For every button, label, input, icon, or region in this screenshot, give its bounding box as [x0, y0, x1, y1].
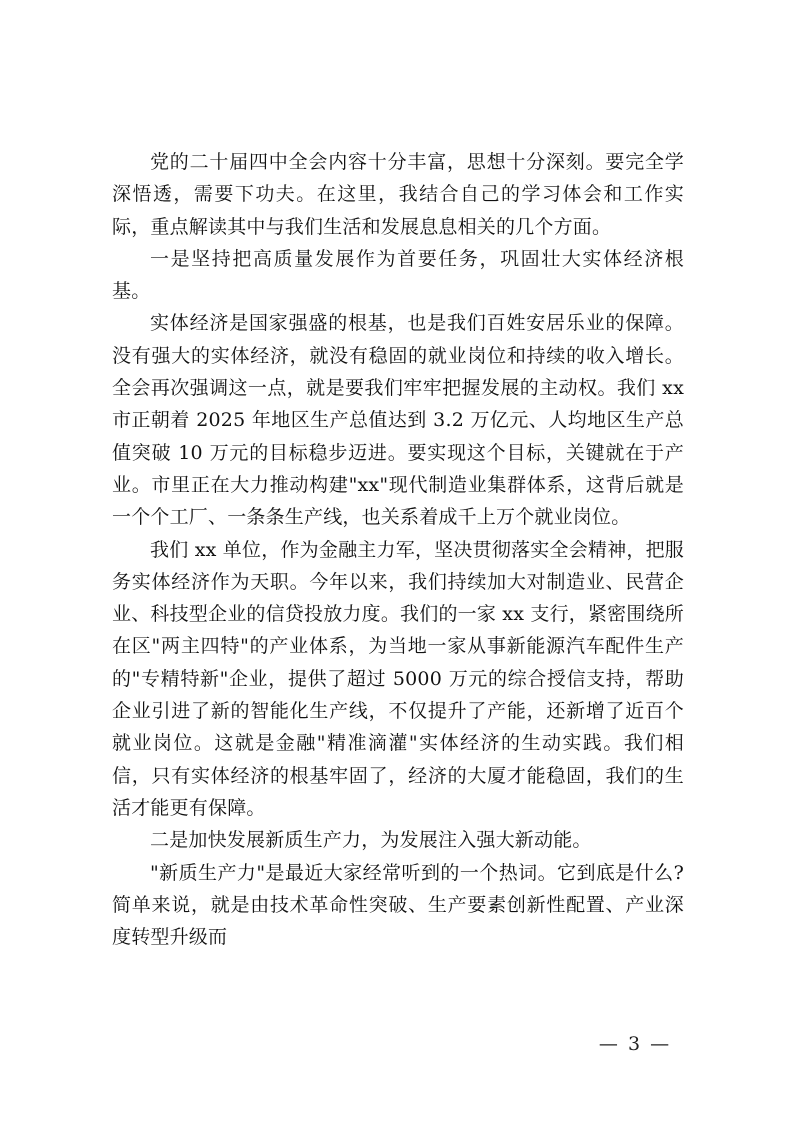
document-body	[112, 146, 684, 953]
page-number: — 3 —	[598, 1033, 672, 1055]
paragraph-intro: 党的二十届四中全会内容十分丰富，思想十分深刻。要完全学深悟透，需要下功夫。在这里，我结合自己的学习体会和工作实际，重点解读其中与我们生活和发展息息相关的几个方面。	[112, 151, 684, 238]
section-heading-1: 一是坚持把高质量发展作为首要任务，巩固壮大实体经济根基。	[112, 247, 684, 303]
section-heading-2: 二是加快发展新质生产力，为发展注入强大新动能。	[150, 829, 592, 852]
paragraph-real-economy: 实体经济是国家强盛的根基，也是我们百姓安居乐业的保障。没有强大的实体经济，就没有稳固的就业岗位和持续的收入增长。全会再次强调这一点，就是要我们牢牢把握发展的主动权。我们 xx 市正朝着 2025 年地区生产总值达到 3.2 万亿元、人均地区生产总值突破 10 万元的目标稳步迈进。要实现这个目标，关键就在于产业。市里正在大力推动构建"xx"现代制造业集群体系，这背后就是一个个工厂、一条条生产线，也关系着成千上万个就业岗位。	[112, 312, 684, 529]
paragraph-new-productivity: "新质生产力"是最近大家经常听到的一个热词。它到底是什么?简单来说，就是由技术革命性突破、生产要素创新性配置、产业深度转型升级而	[112, 861, 684, 949]
paragraph-finance-service: 我们 xx 单位，作为金融主力军，坚决贯彻落实全会精神，把服务实体经济作为天职。今年以来，我们持续加大对制造业、民营企业、科技型企业的信贷投放力度。我们的一家 xx 支行，紧密围绕所在区"两主四特"的产业体系，为当地一家从事新能源汽车配件生产的"专精特新"企业，提供了超过 5000 万元的综合授信支持，帮助企业引进了新的智能化生产线，不仅提升了产能，还新增了近百个就业岗位。这就是金融"精准滴灌"实体经济的生动实践。我们相信，只有实体经济的根基牢固了，经济的大厦才能稳固，我们的生活才能更有保障。	[112, 538, 684, 819]
